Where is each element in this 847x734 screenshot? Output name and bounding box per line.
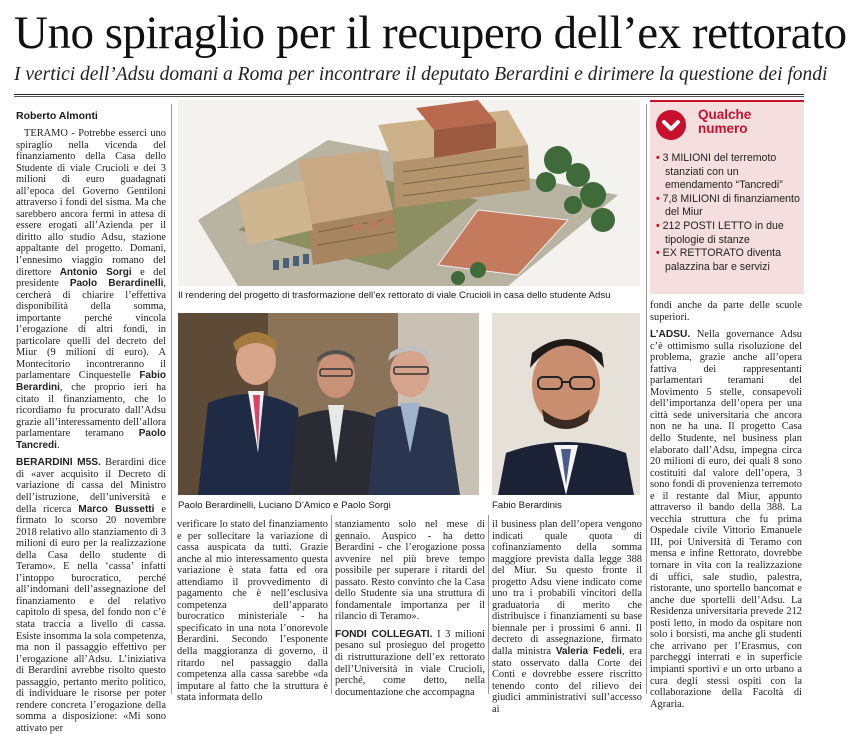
key-number-item: • 212 POSTI LETTO in due tipologie di stanze [656, 220, 802, 247]
section-lead: BERARDINI M5S. [16, 457, 101, 469]
down-arrow-icon [656, 110, 686, 140]
person-name: Marco Bussetti [78, 503, 155, 515]
article-column-3 [335, 519, 486, 698]
paragraph: verificare lo stato del finanziamento e per sollecitare la variazione di cassa auspicata da tutti. Grazie anche al mio interessamento questa variazione è stata fatta ed ora attendiamo il provvedimento di pagamento che è nell’esclusiva competenza dell’apparato burocratico ministeriale - ha specificato in una nota l’onorevole Berardini. Secondo l’esponente della maggioranza di governo, il ritardo nel passaggio dalla competenza alla cassa sarebbe «da imputare al fatto che la struttura è stata informata dello [177, 519, 328, 704]
column-divider [488, 515, 489, 694]
paragraph: stanziamento solo nel mese di gennaio. Auspico - ha detto Berardini - che l’erogazione possa avvenire nel più breve tempo possibile per superare i ritardi del passato. Resto convinto che la Casa dello Studente sia una struttura di fondamentale importanza per il rilancio di Teramo». [335, 519, 485, 623]
rendering-image [178, 100, 640, 286]
header-rule [14, 94, 804, 95]
key-number-item: • EX RETTORATO diventa palazzina bar e servizi [656, 247, 802, 274]
person-name: Valeria Fedeli [555, 646, 622, 658]
text-run: I 3 milioni pesano sul prosieguo del progetto di ristrutturazione dell’ex rettorato dell’Università in viale Crucioli, perché, come detto, nella documentazione che accompagna [335, 628, 486, 698]
column-divider [331, 515, 332, 694]
key-numbers-title [698, 108, 751, 136]
text-run: , era stato osservato dalla Corte dei Conti e dovrebbe essere riscritto tenendo conto del rilievo dei giudici amministrativi sull’accesso ai [492, 646, 642, 715]
group-photo [178, 313, 479, 495]
headline: Uno spiraglio per il recupero dell’ex rettorato [14, 7, 847, 59]
text-run: , che proprio ieri ha citato il finanziamento, che lo ricordiamo fu procurato dall’Adsu grazie all’interessamento dell’allora parlamentare teramano [16, 382, 166, 440]
section-lead: FONDI COLLEGATI. [335, 628, 433, 640]
key-number-item: • 3 MILIONI del terremoto stanziati con un emendamento “Tancredi” [656, 152, 802, 193]
person-name: Antonio Sorgi [59, 266, 132, 278]
portrait-illustration [492, 313, 640, 495]
text-run: e firmato lo scorso 20 novembre 2018 relativo allo stanziamento di 3 milioni di euro per la realizzazione della Casa dello studente di Teramo». E nella ‘cassa’ infatti l’intoppo burocratico, perché all’indomani dell’assegnazione del finanziamento e del relativo capitolo di spesa, del fondo non c’è stata traccia a livello di cassa. Esiste insomma la sola competenza, ma non il passaggio effettivo per l’erogazione all’Adsu. L’iniziativa di Berardini avrebbe risolto questo passaggio, pertanto merito politico, di individuare le risorse per poter rendere concreta l’erogazione della somma a disposizione: «Mi sono attivato per [16, 503, 166, 734]
text-run: Nella governance Adsu c’è ottimismo sulla risoluzione del problema, grazie anche all’opera fattiva dei rappresentanti parlamentari teramani del Movimento 5 stelle, consapevoli dell’importanza dell’opera per una città sede universitaria che ancora non ne ha una. Il progetto Casa dello Studente, nel business plan elaborato dall’Adsu, impegna circa 20 milioni di euro, dei quali 8 sono costituiti dal valore dell’opera, 3 sono fondi di provenienza terremoto e il restante dal Miur, appunto attraverso il bando della 388. La vecchia struttura che fu prima Ospedale civile Vittorio Emanuele III, poi Università di Teramo con mensa e infine Rettorato, dovrebbe tornare in vita con la realizzazione di uffici, sale studio, palestra, ristorante, uno sportello bancomat e anche due sportelli dell’Adsu. La Residenza universitaria prevede 212 posti letto, in modo da ospitare non solo i borsisti, ma anche gli studenti che arrivano per l’Erasmus, con parcheggi interrati e in superficie impianti sportivi e un orto urbano a cura degli stessi ospiti con la collaborazione della Facoltà di Agraria. [650, 329, 802, 710]
person-name: Fabio Berardini [16, 370, 166, 394]
column-divider [646, 104, 647, 694]
person-name: Paolo Tancredi [16, 428, 166, 451]
article-column-5 [650, 300, 802, 710]
text-run: TERAMO - Potrebbe esserci uno spiraglio nella vicenda del finanziamento della Casa dello Studente di viale Crucioli e dei 3 milioni di euro guadagnati all’epoca del Governo Gentiloni attraverso i fondi del sisma. Ma che sarebbero ancora fermi in attesa di essere erogati all’Azienda per il diritto allo studio Adsu, stazione appaltante del progetto. Domani, l’ennesimo viaggio romano del direttore [16, 128, 166, 278]
group-photo-caption: Paolo Berardinelli, Luciano D’Amico e Paolo Sorgi [178, 500, 391, 511]
key-numbers-list [656, 152, 802, 274]
text-run: e del presidente [16, 266, 166, 290]
header-rule-thin [14, 96, 804, 97]
column-divider [171, 104, 172, 694]
key-numbers-box [650, 100, 804, 294]
paragraph: fondi anche da parte delle scuole superiori. [650, 300, 802, 323]
key-numbers-title-line: Qualche [698, 107, 752, 122]
article-column-2 [177, 519, 328, 704]
portrait-caption: Fabio Berardinis [492, 500, 562, 511]
byline: Roberto Almonti [16, 110, 98, 122]
group-photo-illustration [178, 313, 479, 495]
text-run: , cercherà di chiarire l’effettiva disponibilità della somma, importante perché vincola l’erogazione di altri fondi, in particolare quelli del decreto del Miur (9 milioni di euro). A Montecitorio incontreranno il parlamentare Cinquestelle [16, 278, 166, 382]
person-name: Paolo Berardinelli [69, 278, 164, 290]
portrait-photo [492, 313, 640, 495]
article-column-1 [16, 128, 166, 734]
text-run: il business plan dell’opera vengono indicati quale quota di cofinanziamento della somma maggiore prevista dalla legge 388 del Miur. Su questo fronte il progetto Adsu viene indicato come uno tra i probabili vincitori della graduatoria di merito che distribuisce i finanziamenti su base biennale per i prossimi 6 anni. Il decreto di assegnazione, firmato dalla ministra [492, 519, 642, 658]
rendering-caption: Il rendering del progetto di trasformazione dell’ex rettorato di viale Crucioli in casa dello studente Adsu [178, 290, 611, 301]
subheadline: I vertici dell’Adsu domani a Roma per incontrare il deputato Berardini e dirimere la questione dei fondi [14, 64, 828, 85]
section-lead: L’ADSU. [650, 329, 691, 341]
key-numbers-title-line: numero [698, 121, 748, 136]
text-run: . [56, 439, 60, 451]
building-rendering [178, 100, 640, 286]
key-number-item: • 7,8 MILIONI di finanziamento del Miur [656, 193, 802, 220]
article-column-4 [492, 519, 642, 715]
text-run: Berardini dice di «aver acquisito il Decreto di variazione di cassa del Ministro dell’istruzione, dell’università e della ricerca [16, 457, 166, 515]
